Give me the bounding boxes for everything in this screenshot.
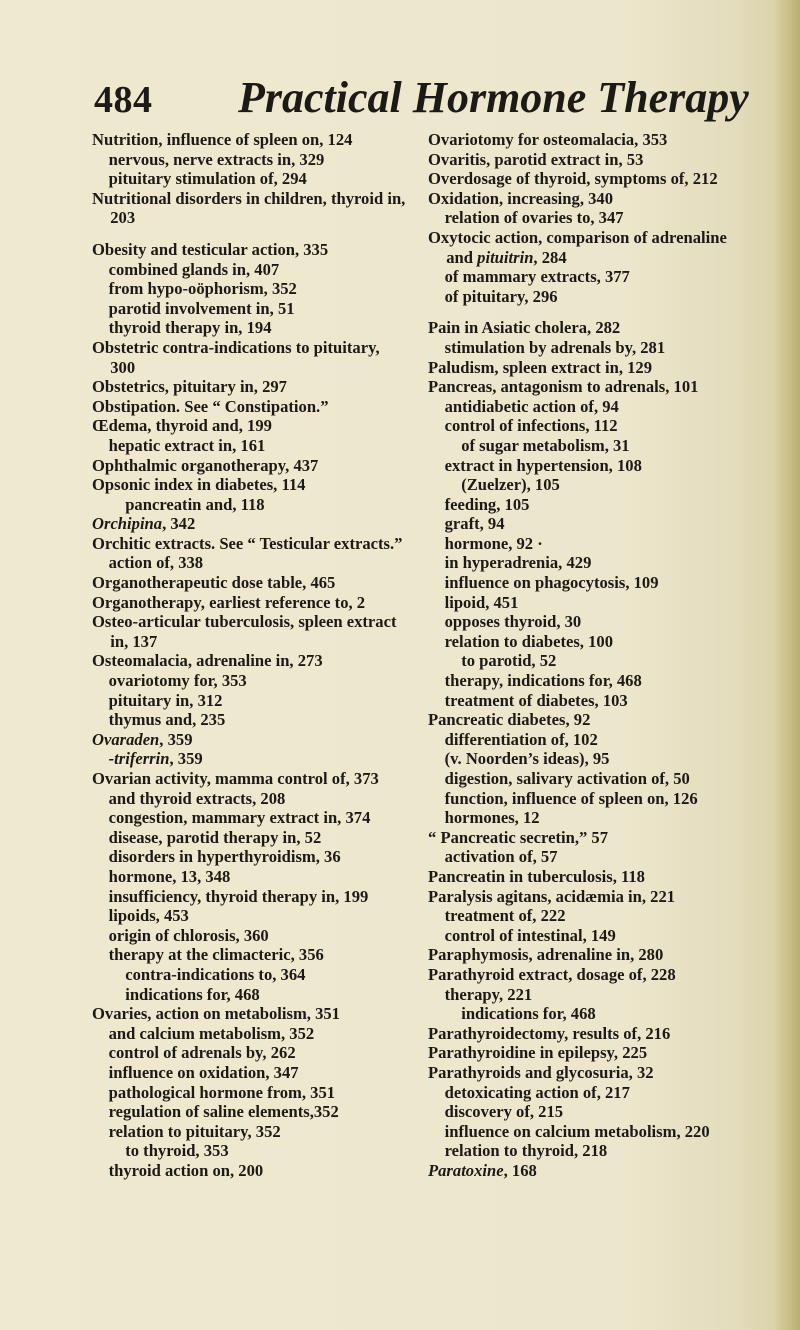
section-gap xyxy=(428,306,728,318)
index-subentry: therapy, 221 xyxy=(444,984,533,1004)
index-entry: Paratoxine, 168 xyxy=(428,1160,537,1180)
index-subentry: hormone, 92 · xyxy=(444,533,543,553)
index-entry: Paralysis agitans, acidæmia in, 221 xyxy=(428,886,676,906)
index-entry: Ovarian activity, mamma control of, 373 xyxy=(92,769,379,788)
index-subentry: congestion, mammary extract in, 374 xyxy=(108,808,371,828)
index-entry: Parathyroidectomy, results of, 216 xyxy=(428,1023,671,1043)
index-subentry: thymus and, 235 xyxy=(108,710,226,730)
index-entry: Ovaries, action on metabolism, 351 xyxy=(92,1004,340,1024)
index-entry: Obstetric contra-indications to pituitary, 300 xyxy=(92,337,380,377)
index-column-left xyxy=(92,130,407,1180)
index-subentry: graft, 94 xyxy=(444,514,505,534)
index-subentry: thyroid therapy in, 194 xyxy=(108,318,272,338)
index-entry: Obesity and testicular action, 335 xyxy=(92,239,329,259)
index-subentry: detoxicating action of, 217 xyxy=(444,1082,630,1102)
index-subentry: extract in hypertension, 108 xyxy=(444,455,642,475)
index-subentry-level2: to thyroid, 353 xyxy=(125,1141,229,1161)
index-subentry: origin of chlorosis, 360 xyxy=(108,925,269,945)
index-subentry: therapy at the climacteric, 356 xyxy=(108,945,324,965)
index-subentry: control of intestinal, 149 xyxy=(444,925,616,945)
index-column-right xyxy=(428,130,728,1180)
section-gap xyxy=(92,228,407,240)
index-subentry-level2: to parotid, 52 xyxy=(461,651,557,671)
index-subentry: discovery of, 215 xyxy=(444,1102,564,1122)
index-subentry: control of adrenals by, 262 xyxy=(108,1043,296,1063)
index-entry: Œdema, thyroid and, 199 xyxy=(92,416,272,436)
index-entry: Osteo-articular tuberculosis, spleen extract in, 137 xyxy=(92,612,397,651)
index-entry: Pancreatin in tuberculosis, 118 xyxy=(428,866,645,886)
index-subentry: disease, parotid therapy in, 52 xyxy=(108,827,322,847)
index-subentry-level2: indications for, 468 xyxy=(461,1004,596,1024)
index-entry: Oxidation, increasing, 340 xyxy=(428,188,614,208)
index-entry: Ovaritis, parotid extract in, 53 xyxy=(428,149,644,169)
index-entry: Nutritional disorders in children, thyroid in, 203 xyxy=(92,188,406,228)
index-subentry: lipoid, 451 xyxy=(444,592,519,612)
index-subentry: influence on calcium metabolism, 220 xyxy=(444,1121,710,1141)
index-entry: Paraphymosis, adrenaline in, 280 xyxy=(428,945,664,965)
index-subentry: antidiabetic action of, 94 xyxy=(444,396,619,416)
index-entry: Parathyroids and glycosuria, 32 xyxy=(428,1062,654,1082)
index-subentry: opposes thyroid, 30 xyxy=(444,612,582,632)
index-subentry: therapy, indications for, 468 xyxy=(444,671,642,691)
index-subentry: -triferrin, 359 xyxy=(108,749,203,769)
index-entry: Ovariotomy for osteomalacia, 353 xyxy=(428,130,668,149)
index-subentry: insufficiency, thyroid therapy in, 199 xyxy=(108,886,369,906)
index-subentry: treatment of diabetes, 103 xyxy=(444,690,628,710)
index-subentry: hepatic extract in, 161 xyxy=(108,435,266,455)
index-subentry: of mammary extracts, 377 xyxy=(444,267,630,287)
index-subentry: regulation of saline elements,352 xyxy=(108,1102,339,1122)
index-entry: Organotherapeutic dose table, 465 xyxy=(92,573,336,593)
index-entry: Pancreas, antagonism to adrenals, 101 xyxy=(428,377,699,397)
index-entry: Opsonic index in diabetes, 114 xyxy=(92,475,306,495)
page-number: 484 xyxy=(94,79,153,121)
index-subentry: ovariotomy for, 353 xyxy=(108,671,247,691)
index-subentry: hormones, 12 xyxy=(444,808,540,828)
index-entry: Organotherapy, earliest reference to, 2 xyxy=(92,592,366,612)
index-subentry: relation to pituitary, 352 xyxy=(108,1121,281,1141)
index-subentry: pituitary stimulation of, 294 xyxy=(108,169,307,189)
index-subentry: of pituitary, 296 xyxy=(444,286,558,306)
index-entry: Orchipina, 342 xyxy=(92,514,196,534)
index-subentry: nervous, nerve extracts in, 329 xyxy=(108,149,325,169)
index-entry: Obstetrics, pituitary in, 297 xyxy=(92,377,287,397)
index-subentry-level2: (Zuelzer), 105 xyxy=(461,475,560,495)
index-subentry: activation of, 57 xyxy=(444,847,558,867)
index-entry: Parathyroidine in epilepsy, 225 xyxy=(428,1043,648,1063)
index-subentry: thyroid action on, 200 xyxy=(108,1160,264,1180)
index-subentry: treatment of, 222 xyxy=(444,906,566,926)
index-subentry-level2: indications for, 468 xyxy=(125,984,260,1004)
index-subentry: and calcium metabolism, 352 xyxy=(108,1023,315,1043)
index-subentry: hormone, 13, 348 xyxy=(108,866,231,886)
index-subentry: relation of ovaries to, 347 xyxy=(444,208,624,228)
index-subentry: stimulation by adrenals by, 281 xyxy=(444,337,666,357)
index-entry: “ Pancreatic secretin,” 57 xyxy=(428,827,609,847)
index-entry: Pancreatic diabetes, 92 xyxy=(428,710,591,730)
index-entry: Oxytocic action, comparison of adrenaline and pituitrin, 284 xyxy=(428,227,727,267)
index-subentry: influence on phagocytosis, 109 xyxy=(444,573,659,593)
index-subentry: from hypo-oöphorism, 352 xyxy=(108,279,297,299)
index-entry: Nutrition, influence of spleen on, 124 xyxy=(92,130,353,149)
index-entry: Paludism, spleen extract in, 129 xyxy=(428,357,653,377)
index-subentry: pathological hormone from, 351 xyxy=(108,1082,336,1102)
page-edge-shading xyxy=(774,0,800,1330)
index-entry: Ophthalmic organotherapy, 437 xyxy=(92,455,319,475)
index-entry: Orchitic extracts. See “ Testicular extracts.” xyxy=(92,533,403,553)
index-subentry: pituitary in, 312 xyxy=(108,690,223,710)
index-subentry: differentiation of, 102 xyxy=(444,729,598,749)
page-header xyxy=(0,72,800,122)
index-subentry-level2: contra-indications to, 364 xyxy=(125,964,306,984)
index-subentry: control of infections, 112 xyxy=(444,416,618,436)
index-entry: Overdosage of thyroid, symptoms of, 212 xyxy=(428,169,718,189)
index-subentry: disorders in hyperthyroidism, 36 xyxy=(108,847,341,867)
index-entry: Pain in Asiatic cholera, 282 xyxy=(428,318,621,338)
index-subentry: lipoids, 453 xyxy=(108,906,189,926)
index-subentry: parotid involvement in, 51 xyxy=(108,298,295,318)
index-subentry-level2: of sugar metabolism, 31 xyxy=(461,435,630,455)
index-entry: Ovaraden, 359 xyxy=(92,729,193,749)
index-subentry: (v. Noorden’s ideas), 95 xyxy=(444,749,610,769)
index-subentry: digestion, salivary activation of, 50 xyxy=(444,769,690,788)
index-subentry: and thyroid extracts, 208 xyxy=(108,788,286,808)
index-subentry: function, influence of spleen on, 126 xyxy=(444,788,698,808)
index-entry: Obstipation. See “ Constipation.” xyxy=(92,396,329,416)
running-title: Practical Hormone Therapy xyxy=(238,73,749,122)
index-entry: Osteomalacia, adrenaline in, 273 xyxy=(92,651,323,671)
index-subentry: in hyperadrenia, 429 xyxy=(444,553,592,573)
index-subentry: action of, 338 xyxy=(108,553,204,573)
index-subentry: relation to thyroid, 218 xyxy=(444,1141,608,1161)
index-subentry-level2: pancreatin and, 118 xyxy=(125,494,265,514)
index-subentry: influence on oxidation, 347 xyxy=(108,1062,299,1082)
index-subentry: combined glands in, 407 xyxy=(108,259,280,279)
index-entry: Parathyroid extract, dosage of, 228 xyxy=(428,964,676,984)
index-subentry: feeding, 105 xyxy=(444,494,530,514)
index-subentry: relation to diabetes, 100 xyxy=(444,631,613,651)
